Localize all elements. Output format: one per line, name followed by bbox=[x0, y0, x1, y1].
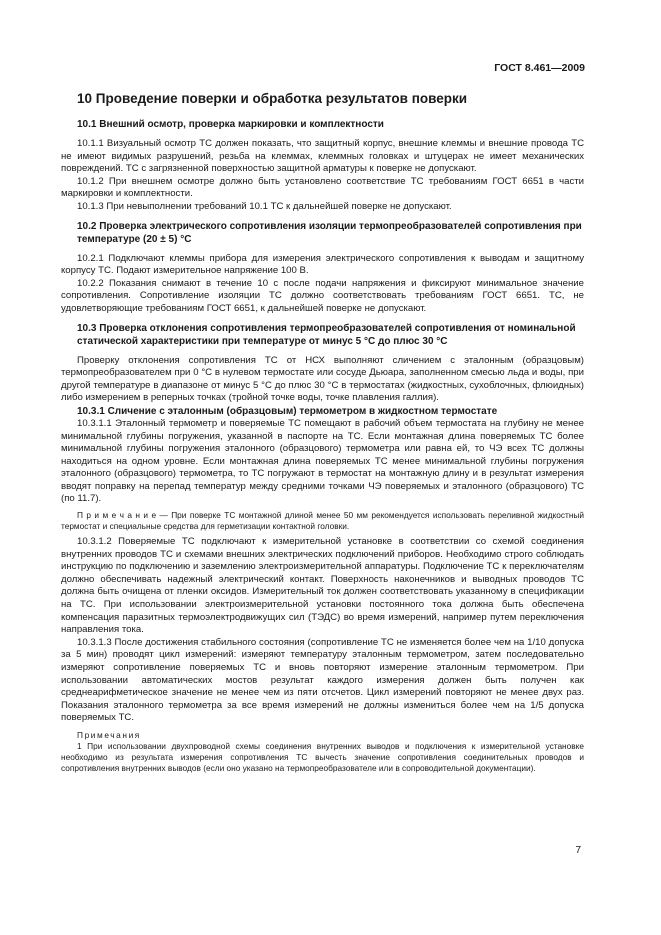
note-two-wire: 1 При использовании двухпроводной схемы соединения внутренних выводов и подключения к измерительной установке необходимо из результата измерения сопротивления ТС вычесть значение сопротивления соединительных проводов и сопротивления внутренних выводов (если оно указано на термопреобразователе или в сопроводительной документации). bbox=[61, 740, 584, 773]
standard-header: ГОСТ 8.461—2009 bbox=[494, 62, 585, 74]
paragraph-10-3-1-3: 10.3.1.3 После достижения стабильного состояния (сопротивление ТС не изменяется более чем на 1/10 допуска за 5 мин) проводят цикл измерений: измеряют температуру эталонным термометром, затем последовательно измеряют сопротивление поверяемых ТС и вновь повторяют измерение эталонным термометром. При использовании автоматических мостов результат каждого измерения должен быть получен как среднеарифметическое значение не менее чем из пяти отсчетов. Цикл измерений повторяют не менее двух раз. Показания эталонного термометра за все время измерений не должны измениться более чем на 1/5 допуска поверяемых ТС. bbox=[61, 636, 584, 724]
subsection-10-2-title: 10.2 Проверка электрического сопротивления изоляции термопреобразователей сопротивления при температуре (20 ± 5) °С bbox=[77, 220, 582, 245]
paragraph-10-1-1: 10.1.1 Визуальный осмотр ТС должен показать, что защитный корпус, внешние клеммы и внешние провода ТС не имеют видимых разрушений, резьба на клеммах, клеммных головках и штуцерах не имеет механических повреждений. ТС с загрязненной поверхностью защитной арматуры к поверке не допускают. bbox=[61, 138, 584, 175]
paragraph-10-2-1: 10.2.1 Подключают клеммы прибора для измерения электрического сопротивления к выводам и защитному корпусу ТС. Подают измерительное напряжение 100 В. bbox=[61, 252, 584, 277]
note-mounting-length: П р и м е ч а н и е — При поверке ТС монтажной длиной менее 50 мм рекомендуется использовать переливной жидкостный термостат и специальные средства для герметизации контактной головки. bbox=[61, 510, 584, 532]
subsection-10-3-title: 10.3 Проверка отклонения сопротивления термопреобразователей сопротивления от номинальной статической характеристики при температуре от минус 5 °С до плюс 30 °С bbox=[77, 322, 576, 347]
subsection-10-3-1-title: 10.3.1 Сличение с эталонным (образцовым) термометром в жидкостном термостате bbox=[77, 405, 498, 417]
page-body bbox=[61, 90, 584, 774]
paragraph-10-3-1-2: 10.3.1.2 Поверяемые ТС подключают к измерительной установке в соответствии со схемой соединения внутренних проводов ТС и схемами внешних электрических подключений приборов. Необходимо строго соблюдать инструкцию по подключению и заземлению электроизмерительной аппаратуры. Подключение ТС к переключателям должно обеспечивать надежный электрический контакт. Поверхность наконечников и выводных проводов ТС должна быть очищена от пленки оксидов. Измерительный ток должен соответствовать указанному в спецификации на ТС. При использовании электроизмерительной установки постоянного тока должна быть обеспечена компенсация паразитных термоэлектродвижущих сил (ТЭДС) во время измерений, например путем переключения направления тока. bbox=[61, 536, 584, 636]
subsection-10-1-title: 10.1 Внешний осмотр, проверка маркировки и комплектности bbox=[77, 119, 384, 130]
paragraph-10-3-1-1: 10.3.1.1 Эталонный термометр и поверяемые ТС помещают в рабочий объем термостата на глубину не менее минимальной глубины погружения, указанной в паспорте на ТС. Если монтажная длина поверяемых ТС более минимальной глубины погружения эталонного (образцового) термометра или равна ей, то ЧЭ всех ТС должны находиться на одном уровне. Если монтажная длина поверяемых ТС менее минимальной глубины погружения эталонного (образцового) термометра, то ТС погружают в термостат на монтажную длину и в результат измерения вводят поправку на перепад температур между средними точками ЧЭ поверяемых и эталонного (образцового) ТС (по 11.7). bbox=[61, 417, 584, 505]
notes-heading: Примечания bbox=[77, 729, 141, 740]
paragraph-10-2-2: 10.2.2 Показания снимают в течение 10 с после подачи напряжения и фиксируют минимальное значение сопротивления. Сопротивление изоляции ТС должно соответствовать требованиям ГОСТ 6651. ТС, не удовлетворяющие требованиям ГОСТ 6651, к дальнейшей поверке не допускают. bbox=[61, 277, 584, 314]
paragraph-10-1-3: 10.1.3 При невыполнении требований 10.1 ТС к дальнейшей поверке не допускают. bbox=[77, 200, 452, 212]
page-number: 7 bbox=[575, 845, 581, 856]
paragraph-10-3-intro: Проверку отклонения сопротивления ТС от НСХ выполняют сличением с эталонным (образцовым) термопреобразователем при 0 °С в нулевом термостате или сосуде Дьюара, заполненном смесью льда и воды, при другой температуре в диапазоне от минус 5 °С до плюс 30 °С в термостатах (жидкостных, сухоблочных, флюидных) либо измерением в реперных точках (тройной точке воды, точке плавления галлия). bbox=[61, 354, 584, 404]
section-title: 10 Проведение поверки и обработка результатов поверки bbox=[77, 91, 468, 106]
paragraph-10-1-2: 10.1.2 При внешнем осмотре должно быть установлено соответствие ТС требованиям ГОСТ 6651 в части маркировки и комплектности. bbox=[61, 175, 584, 200]
